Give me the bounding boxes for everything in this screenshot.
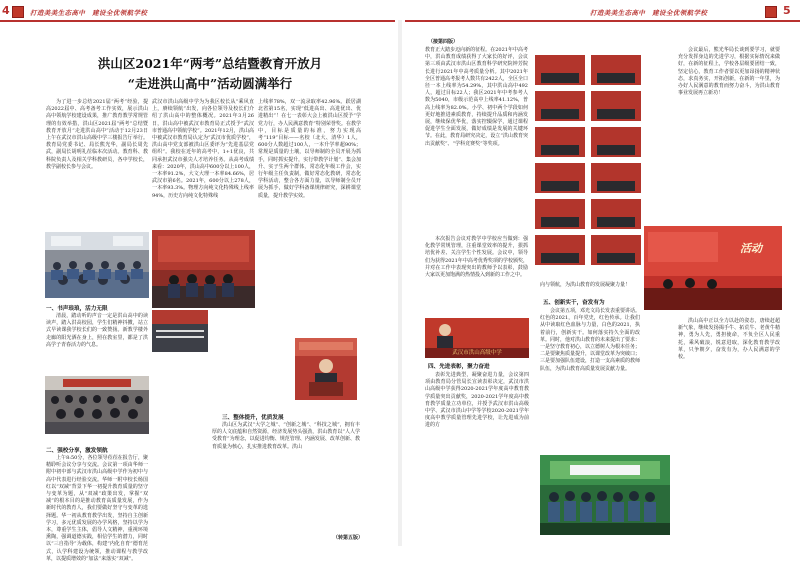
section-2-text: 上午8:50分，各位领导莅莅在报告厅，聚精聆听会议分享与交流。会议第一项由华师一附中初中部与武汉市洪山高级中学作为初中与高中代表进行经验交流。华师一附中校长杨国红以“双减”背景下华一初提升教育质量的坚守与变革为题，从“双减”政策出发，掌握“双减”的根本目的是推动教育高质量发展，作为新时代的教育人，我们要做好坚守与变革的选择题。华一初从教育教学出发，坚持自主创新学习，多元优质发展的办学风格，坚持以学为本，尊重学生主体，倡导人文精神，重视环境熏陶，强调道德实践，相信学生的潜力，同时以“三自指导”为载体，构建“内化自育”德育范式，认学科建设为统领，推动课程与教学改革，以提质增效的“加法”来落实“双减”。 [46, 455, 148, 562]
right-col3-text: 会议最后，熊光华局长谈到要学习，就要充分发挥身边的先进学习，根据实际情况来做好，在新的征程上，学校各层级要团结一致，坚定信心，教育工作者要以更加昂扬的精神状态，求真务实，开拓创新，在新的一年里，为办好人民满意的教育而努力奋斗，为洪山教育事业发展再立新功！ [678, 47, 780, 97]
school-name-banner-text: 武汉市洪山高级中学 [452, 350, 502, 356]
school-name-banner [425, 348, 529, 358]
classroom-photo [45, 232, 149, 298]
section-3-heading: 三、整体提升，优质发展 [222, 415, 284, 421]
right-col3-lower-text: 洪山高中正以全力以赴的姿态，唐续赶超新气象，继续发扬揭手牛、拓荒牛、老黄牛精神，勇为人先，勇担使命，不负全区人民重托，乘风破浪，锐意进取，深化教育教学改革，只争朝夕，奋发有为，办人民满意的学校。 [678, 318, 780, 361]
conference-banner-photo [152, 310, 208, 352]
right-header-rule [405, 20, 800, 22]
left-header [0, 4, 395, 20]
section-5-text: 会议第五项，邓光文局长发表重要讲话。红色的2021，百年党史，红色传承。让我们从中读取红色血脉与力量，白色的2021，执着前行，创新实干。如何落实持久全面的改革。同时，他对洪山教育的未来提出了要求：一是坚守教育初心，以立德树人为根本任务；二是要聚焦质量提升，以课堂改革为突破口；三是要加强队伍建设，打造一支高素质的教师队伍，为洪山教育高质量发展贡献力量。 [540, 308, 641, 372]
stage-speaker-photo [152, 230, 255, 308]
section-3-text: 洪山区为武汉“大学之城”、“创新之城”、“科技之城”，拥有丰厚的人文底蕴和自然资源，经济发展势头强劲，洪山教育以“人人学受教育”为理念，以促进均衡、规范管理、内涵发展、改革创新、教育质量为核心，扎实推进教育改革。洪山 [212, 422, 360, 450]
school-logo-icon [12, 6, 24, 18]
section-1-text: 清晨，踏动听的声音一定是洪山高中的读读声，踏入洪高校园，学生们精神抖擞，站立式早读课我学校长们的一致赞扬。新教学楼外走廊的阳光洒在身上，照在教室里，都是了洪高学子青春活力的气息。 [46, 313, 148, 348]
right-col1-text: 教育正大踏步迈向新的征程。在2021年中高考中，洪山教育成绩获得了大家长的好评，会议第三项由武汉市洪山区教育科学研究院钟芳院长进行2021年中高考质量分析。其中2021年全区普通高考报考人数共有2422人，全区全口径一本上线率为54.29%，其中洪山高中492人，超过目标22人；我区2021年中考参考人数为5040，市级示范高中上线率41.12%，普高上线率为82.0%。小学、初中两个学段如何更好地推进素质教育，持续提升品质和内涵发展，继续保优华优，落实控辍保学，通过课程促进学生全面发展，做好成绩是发展的关键环节。在此，教育局研究决定，设立“洪山教育突出贡献奖”、“学科竞赛奖”等奖项。 [425, 47, 528, 147]
section-4-heading: 四、先进表彰，聚力奋进 [428, 364, 490, 370]
right-col1-lower-text: 本次报告会议对教学中学校应当做到：强化教学常规管理，注重课堂效率的提升，狠抓培优补差、关注学生个性发展。会议中，领导们为获得2021年中高考优秀奖项的学校颁奖，并对在工作中表现突出的教师予以表彰，鼓励大家以更加饱满的热情投入到新的工作之中。 [425, 236, 528, 279]
article-title-line2: “走进洪山高中”活动圆满举行 [127, 76, 293, 91]
stage-group-photo [540, 455, 670, 535]
continued-on-page-5: （转第五版） [333, 535, 364, 541]
section-2-heading: 二、强校分享，激发领航 [46, 448, 108, 454]
right-page-number: 5 [783, 4, 791, 17]
red-stage-photo [644, 226, 782, 310]
right-header [405, 4, 800, 20]
page-gutter [398, 20, 402, 546]
article-title-line1: 洪山区2021年“两考”总结暨教育开放月 [97, 56, 323, 71]
section-4-text: 表彰先进典型，凝聚奋进力量，会议第四项由教育局分管局长宣读表彰决定，武汉市洪山高级中学获得2020-2021学年度高中教育教学质量突出贡献奖，2020-2021学年度高中教育教学质量立功单位，并授予武汉市洪山高级中学、武汉市洪山中学等学校2020-2021学年度高中教学质量管理先进学校，让先进成为前进的方 [425, 372, 529, 429]
right-col2-text: 向与领航，为洪山教育的发展凝聚力量！ [540, 282, 631, 288]
col2-top-text: 武汉市洪山高级中学为为我区校长从“乘风直上，赓续领航”出发，向各位领导及校长们介绍了洪山高中的整体概况。2021年3月26日，洪山高中被武汉市教育局正式授予“武汉市普通高中领航学校”。2021年12月，洪山高中被武汉市教育局认定为“武汉市优质学校”，洪山高中党支部被洪山区委评为“先进基层党组织”。我校在近年的高考中，1+1优良，共同承担武汉市强尖人才培养任务。从高考成绩来看：2020年，洪山高中600分以上100人，一本率91.2%，大文大理一本率84.66%，居武汉市第6名。2021年，600分以上278人，一本率93.3%。物理方向纯文化特殊线上线率94%，历史方向纯文化特殊线 [152, 99, 254, 199]
left-header-rule [0, 20, 395, 22]
awards-speaker-photo [425, 318, 529, 348]
section-5-heading: 五、创新实干，奋发有为 [543, 300, 605, 306]
left-header-slogan: 打造美美生态高中 建设全优领航学校 [30, 9, 148, 17]
col3-top-text: 上线率78%，双一流录取率42.96%。跃居湖北省第15名，实现“低进高出、高进优出、优进精出”！在七一表彰大会上被洪山区授予“学党力行，办人民满意教育”特别荣誉奖。在教学中，目标是质量的标准，努力实现高考“119”目标——名校（北大、清华）1人，600分人数超过100人，一本升学率超90%；常规是质量的土壤，以导师制的全员开展为抓手，同时抓实提升，实行带教学计划”、集会加升、实子生两个群体，常态化年级工作会，实行年级主任负责制，做好常态化教研，常态化学科活动，整合各方面力量，以导师制全员开展为抓手，做好学科备课规律研究，深耕课堂质量，提升教学实效。 [258, 99, 361, 199]
award-ceremony-photos [533, 53, 643, 279]
intro-paragraph: 为了进一步总结2021届“两考”经验，提高2022届中、高考备考工作实效，展示洪山高中领航学校建设成果，推广教育教学常规管理的有效举措，洪山区2021届“两考”总结暨教育开放月“走进洪山高中”活动于12月23日上午在武汉市洪山高级中学三楼报告厅举行。教育局党委书记、局长熊光华，副局长周先武，副局长胡明礼莅临本次活动。教育科、教科院负责人及相关学科教研员，各中学校长，教学副校长参与会议。 [46, 99, 148, 170]
meeting-hall-photo [45, 376, 149, 434]
continued-from-page-4: （接第四版） [428, 39, 459, 45]
school-logo-icon [765, 6, 777, 18]
right-header-slogan: 打造美美生态高中 建设全优领航学校 [590, 9, 708, 17]
left-page-number: 4 [2, 4, 10, 17]
section-1-heading: 一、书声琅琅，活力无限 [46, 306, 108, 312]
stage-banner-text: 活动 [740, 242, 762, 255]
principal-speech-photo [295, 338, 357, 400]
